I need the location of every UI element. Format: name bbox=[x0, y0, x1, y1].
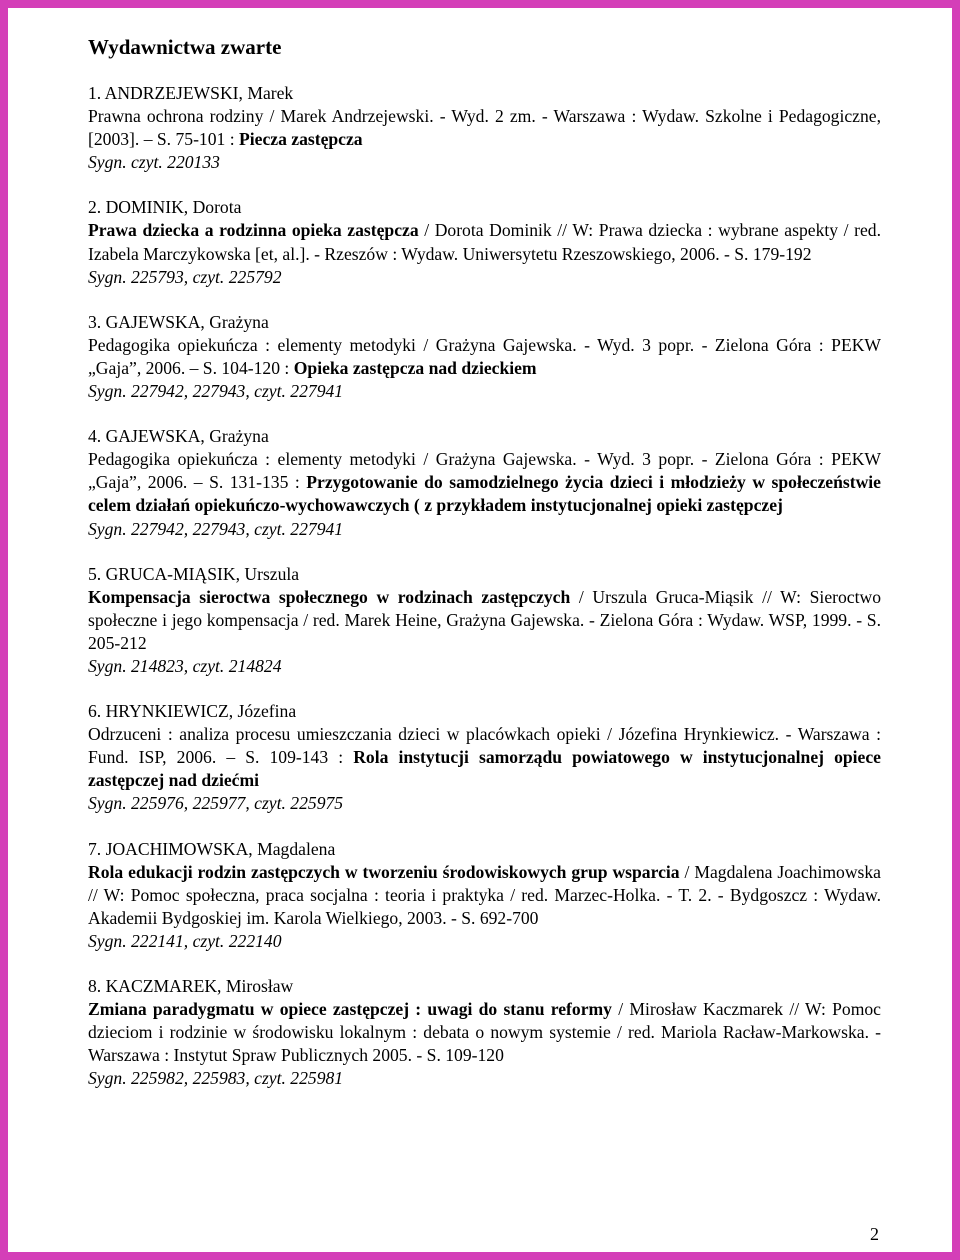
entry-desc-bold: Prawa dziecka a rodzinna opieka zastępcza bbox=[88, 220, 419, 241]
bibliography-entry-6 bbox=[88, 700, 881, 815]
entry-sygn: Sygn. 222141, czyt. 222140 bbox=[88, 930, 282, 951]
entry-desc-bold: Rola edukacji rodzin zastępczych w tworzeniu środowiskowych grup wsparcia bbox=[88, 861, 680, 882]
entry-desc-bold: Kompensacja sieroctwa społecznego w rodzinach zastępczych bbox=[88, 586, 571, 607]
entry-desc-bold: Piecza zastępcza bbox=[239, 129, 363, 150]
entry-sygn: Sygn. 227942, 227943, czyt. 227941 bbox=[88, 518, 344, 539]
entry-sygn: Sygn. 225976, 225977, czyt. 225975 bbox=[88, 793, 344, 814]
entry-desc-text: / Mirosław Kaczmarek // W: Pomoc dzieciom i rodzinie w środowisku lokalnym : debata o nowym systemie / red. Mariola Racław-Markowska. - Warszawa : Instytut Spraw Publicznych 2005. - S. 109-120 bbox=[88, 999, 881, 1066]
entry-sygn: Sygn. 214823, czyt. 214824 bbox=[88, 655, 282, 676]
entry-description bbox=[88, 448, 881, 517]
bibliography-entry-5 bbox=[88, 563, 881, 678]
document-body bbox=[88, 32, 881, 1112]
entry-desc-text: Pedagogika opiekuńcza : elementy metodyki / Grażyna Gajewska. - Wyd. 3 popr. - Zielona Góra : PEKW „Gaja”, 2006. – S. 131-135 : bbox=[88, 449, 881, 493]
entry-sygn: Sygn. 227942, 227943, czyt. 227941 bbox=[88, 381, 344, 402]
entry-description bbox=[88, 586, 881, 655]
bibliography-entry-4 bbox=[88, 425, 881, 540]
entry-desc-bold: Zmiana paradygmatu w opiece zastępczej : uwagi do stanu reformy bbox=[88, 999, 612, 1020]
page-number: 2 bbox=[870, 1224, 879, 1244]
entry-desc-text: / Urszula Gruca-Miąsik // W: Sieroctwo społeczne i jego kompensacja / red. Marek Heine, Grażyna Gajewska. - Zielona Góra : Wydaw. WSP, 1999. - S. 205-212 bbox=[88, 586, 881, 653]
page-title: Wydawnictwa zwarte bbox=[88, 35, 282, 59]
entry-head: 7. JOACHIMOWSKA, Magdalena bbox=[88, 838, 336, 859]
entry-desc-text: Pedagogika opiekuńcza : elementy metodyki / Grażyna Gajewska. - Wyd. 3 popr. - Zielona Góra : PEKW „Gaja”, 2006. – S. 104-120 : bbox=[88, 334, 881, 378]
entry-sygn: Sygn. czyt. 220133 bbox=[88, 152, 220, 173]
entry-desc-text: / Magdalena Joachimowska // W: Pomoc społeczna, praca socjalna : teoria i praktyka / red. Marzec-Holka. - T. 2. - Bydgoszcz : Wydaw. Akademii Bydgoskiej im. Karola Wielkiego, 2003. - S. 692-700 bbox=[88, 861, 881, 928]
entry-desc-text: Odrzuceni : analiza procesu umieszczania dzieci w placówkach opieki / Józefina Hrynkiewicz. - Warszawa : Fund. ISP, 2006. – S. 109-143 : bbox=[88, 724, 881, 768]
entry-description bbox=[88, 105, 881, 151]
entry-head: 4. GAJEWSKA, Grażyna bbox=[88, 426, 269, 447]
entry-description bbox=[88, 998, 881, 1067]
entry-sygn: Sygn. 225793, czyt. 225792 bbox=[88, 266, 282, 287]
entry-desc-bold: Opieka zastępcza nad dzieckiem bbox=[293, 357, 537, 378]
entry-sygn: Sygn. 225982, 225983, czyt. 225981 bbox=[88, 1068, 344, 1089]
entry-head: 8. KACZMAREK, Mirosław bbox=[88, 976, 294, 996]
entry-head: 3. GAJEWSKA, Grażyna bbox=[88, 311, 269, 332]
entry-desc-text: / Dorota Dominik // W: Prawa dziecka : wybrane aspekty / red. Izabela Marczykowska [et, al.]. - Rzeszów : Wydaw. Uniwersytetu Rzeszowskiego, 2006. - S. 179-192 bbox=[88, 220, 881, 264]
bibliography-entry-8 bbox=[88, 975, 881, 1090]
entry-desc-bold: Rola instytucji samorządu powiatowego w instytucjonalnej opiece zastępczej nad dziećmi bbox=[88, 747, 881, 791]
entry-head: 6. HRYNKIEWICZ, Józefina bbox=[88, 701, 297, 722]
entry-desc-text: Prawna ochrona rodziny / Marek Andrzejewski. - Wyd. 2 zm. - Warszawa : Wydaw. Szkolne i Pedagogiczne, [2003]. – S. 75-101 : bbox=[88, 106, 881, 150]
bibliography-entry-2 bbox=[88, 196, 881, 288]
bibliography-entry-1 bbox=[88, 82, 881, 174]
entry-description bbox=[88, 219, 881, 265]
entry-description bbox=[88, 861, 881, 930]
entry-description bbox=[88, 723, 881, 792]
entry-head: 2. DOMINIK, Dorota bbox=[88, 197, 242, 218]
entry-desc-bold: Przygotowanie do samodzielnego życia dzieci i młodzieży w społeczeństwie celem działań opiekuńczo-wychowawczych ( z przykładem instytucjonalnej opieki zastępczej bbox=[88, 472, 881, 516]
entry-head: 5. GRUCA-MIĄSIK, Urszula bbox=[88, 563, 300, 584]
entry-head: 1. ANDRZEJEWSKI, Marek bbox=[88, 83, 294, 103]
bibliography-entry-7 bbox=[88, 838, 881, 953]
entry-description bbox=[88, 334, 881, 380]
bibliography-entry-3 bbox=[88, 311, 881, 403]
